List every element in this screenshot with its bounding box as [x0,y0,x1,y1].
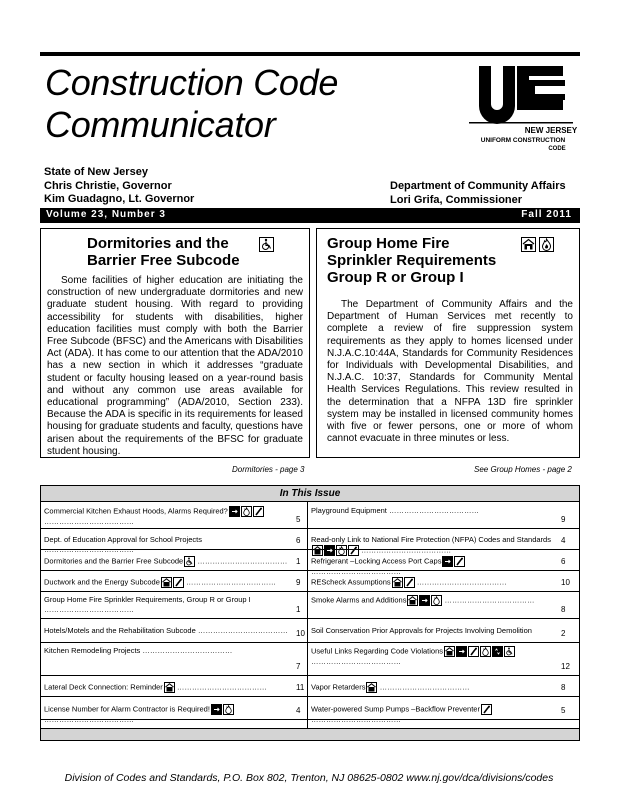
state-officials [44,166,194,207]
electric-icon [442,556,453,567]
title-line-2: Communicator [45,104,276,145]
electric-icon [229,506,240,517]
leader-dots: ……………………………… [311,714,401,724]
building-icon [164,682,175,693]
leader-dots: ……………………………… [195,626,288,635]
leader-dots: ……………………………… [359,544,452,554]
toc-entry-title: Dept. of Education Approval for School Projects [44,534,203,544]
governor: Chris Christie, Governor [44,179,172,192]
wheelchair-icon [259,237,274,252]
leader-dots: ……………………………… [174,681,267,691]
toc-row[interactable] [308,529,579,554]
toc-entry-title: Soil Conservation Prior Approvals for Projects Involving Demolition [311,626,532,635]
building-icon [521,237,536,252]
leader-dots: ……………………………… [44,714,134,724]
toc-row[interactable] [308,676,579,697]
article-title [87,235,240,269]
toc-entry-title: Useful Links Regarding Code Violations [311,646,444,656]
toc-page-number: 6 [561,557,566,566]
toc-page-number: 7 [296,662,301,671]
toc-entry [44,577,292,588]
toc-entry-title: Hotels/Motels and the Rehabilitation Subcode [44,626,196,635]
toc-page-number: 11 [296,683,305,692]
leader-dots: ……………………………… [414,576,507,586]
toc-row[interactable] [41,592,307,619]
toc-entry [44,704,292,725]
toc-entry [311,506,557,516]
building-icon [444,646,455,657]
plumbing-icon [404,577,415,588]
leader-dots: ……………………………… [311,566,401,576]
leader-dots: ……………………………… [140,646,233,655]
elevator-icon [492,646,503,657]
toc-row[interactable] [308,697,579,724]
toc-entry-title: Group Home Fire Sprinkler Requirements, Group R or Group I [44,595,251,604]
toc-entry [44,646,292,656]
fire-icon [431,595,442,606]
plumbing-icon [481,704,492,715]
toc-page-number: 4 [561,536,566,545]
toc-entry-title: Refrigerant –Locking Access Port Caps [311,555,442,565]
leader-dots: ……………………………… [377,681,470,691]
article-body [47,275,303,458]
toc-page-number: 2 [561,629,566,638]
toc-row[interactable] [41,529,307,554]
plumbing-icon [468,646,479,657]
toc-heading: In This Issue [41,486,579,502]
toc-page-number: 10 [561,578,570,587]
toc-entry-title: Water-powered Sump Pumps –Backflow Preventer [311,703,480,713]
toc-entry-title: Vapor Retarders [311,681,366,691]
toc-entry-title: Kitchen Remodeling Projects [44,646,141,655]
toc-page-number: 12 [561,662,570,671]
toc-row[interactable] [308,503,579,529]
toc-entry-title: Read-only Link to National Fire Protection (NFPA) Codes and Standards [311,534,551,544]
article-title [327,235,496,286]
leader-dots: ……………………………… [183,576,276,586]
top-rule [40,52,580,56]
toc-row[interactable] [308,571,579,592]
column-divider [579,502,580,729]
leader-dots: ……………………………… [44,605,134,614]
issue-season: Fall 2011 [521,209,572,220]
article-title-line: Group R or Group I [327,269,464,286]
toc-page-number: 5 [296,515,301,524]
toc-entry [44,595,292,615]
toc-entry [311,577,557,588]
article-body-text: Some facilities of higher education are initiating the construction of new undergraduate dormitories and new graduate student housing. With regard to providing accessibility for students with disabilities, higher education facilities must comply with both the Barrier Free Subcode (BFSC) and the Americans with Disabilities Act (ADA). It has come to our attention that the ADA/2010 has a new section in which it addresses “graduate student or faculty housing leased on a year-round basis and without any common use areas available for educational programming” (ADA/2010, Section 233). Because the ADA is specific in its requirements for leased housing for graduate students and faculty, questions have arisen about the requirements of the BFSC for graduate student housing. [47,275,303,457]
toc-entry [44,626,292,636]
ucc-logo [465,62,577,152]
article-body [327,299,573,445]
continued-ref-group-homes[interactable]: See Group Homes - page 2 [474,465,572,474]
department-officials [390,180,566,207]
title-line-1: Construction Code [45,62,339,103]
leader-dots: ……………………………… [44,544,134,554]
toc-footer-bar [41,728,579,740]
plumbing-icon [253,506,264,517]
toc-entry [44,556,292,567]
volume-number: Volume 23, Number 3 [46,209,166,220]
toc-row[interactable] [41,676,307,697]
toc-entry [311,595,557,606]
article-title-line: Dormitories and the [87,235,229,252]
toc-page-number: 1 [296,557,301,566]
department-name: Department of Community Affairs [390,180,566,192]
commissioner: Lori Grifa, Commissioner [390,193,523,206]
toc-page-number: 9 [561,515,566,524]
toc-row[interactable] [308,619,579,643]
toc-entry [44,506,292,527]
toc-row[interactable] [41,571,307,592]
electric-icon [456,646,467,657]
fire-icon [241,506,252,517]
toc-entry-title: License Number for Alarm Contractor is Required! [44,703,210,713]
plumbing-icon [173,577,184,588]
footer-address: Division of Codes and Standards, P.O. Box 802, Trenton, NJ 08625-0802 www.nj.gov/dca/divisions/codes [64,772,554,784]
toc-page-number: 6 [296,536,301,545]
toc-entry [44,682,292,693]
issue-bar [40,208,580,223]
continued-ref-dormitories[interactable]: Dormitories - page 3 [232,465,305,474]
toc-page-number: 1 [296,605,301,614]
building-icon [407,595,418,606]
lt-governor: Kim Guadagno, Lt. Governor [44,193,195,205]
in-this-issue-table [40,485,580,741]
toc-row[interactable] [41,550,307,571]
toc-row[interactable] [41,619,307,643]
toc-entry [311,646,557,667]
toc-entry-title: Smoke Alarms and Additions [311,595,407,605]
toc-entry-title: Lateral Deck Connection: Reminder [44,681,163,691]
article-title-line: Group Home Fire [327,235,450,252]
toc-page-number: 9 [296,578,301,587]
electric-icon [419,595,430,606]
toc-row[interactable] [308,643,579,676]
toc-entry [311,682,557,693]
toc-row[interactable] [308,592,579,619]
article-body-text: The Department of Community Affairs and the Department of Human Services met recently to complete a review of fire suppression system requirements as they apply to homes licensed under N.J.A.C.10:44A, Standards for Community Residences for Individuals with Developmental Disabilities, and N.J.A.C. 10:37, Standards for Community Mental Health Services Regulations. This review resulted in the determination that a NFPA 13D fire sprinkler system may be installed in licensed community homes with five or fewer persons, one or more of whom cannot evacuate in three minutes or less. [327,299,573,445]
article-title-line: Sprinkler Requirements [327,252,497,269]
toc-page-number: 8 [561,683,566,692]
toc-page-number: 5 [561,706,566,715]
toc-page-number: 8 [561,605,566,614]
leader-dots: ……………………………… [386,506,479,515]
toc-row[interactable] [41,503,307,529]
toc-page-number: 10 [296,629,305,638]
toc-entry [311,704,557,725]
state-name: State of New Jersey [44,166,148,178]
fire-icon [223,704,234,715]
fire-icon [480,646,491,657]
toc-page-number: 4 [296,706,301,715]
article-title-line: Barrier Free Subcode [87,252,240,269]
article-dormitories [40,228,310,458]
toc-entry-title: Dormitories and the Barrier Free Subcode [44,555,184,565]
wheelchair-icon [184,556,195,567]
building-icon [161,577,172,588]
building-icon [392,577,403,588]
plumbing-icon [454,556,465,567]
leader-dots: ……………………………… [311,636,401,645]
leader-dots: ……………………………… [311,657,401,666]
toc-entry-title: Ductwork and the Energy Subcode [44,576,160,586]
toc-entry-title: REScheck Assumptions [311,576,391,586]
toc-row[interactable] [308,550,579,576]
toc-row[interactable] [41,643,307,676]
leader-dots: ……………………………… [442,595,535,605]
toc-row[interactable] [41,697,307,724]
wheelchair-icon [504,646,515,657]
building-icon [366,682,377,693]
fire-icon [539,237,554,252]
logo-line-2: UNIFORM CONSTRUCTION [480,137,566,144]
newsletter-title [45,62,338,146]
electric-icon [211,704,222,715]
article-group-home [316,228,580,458]
toc-entry-title: Commercial Kitchen Exhaust Hoods, Alarms Required? [44,506,228,516]
toc-entry-title: Playground Equipment [311,506,387,515]
logo-line-1: NEW JERSEY [524,126,577,135]
leader-dots: ……………………………… [195,555,288,565]
logo-line-3: CODE [548,146,566,152]
leader-dots: ……………………………… [44,517,134,526]
